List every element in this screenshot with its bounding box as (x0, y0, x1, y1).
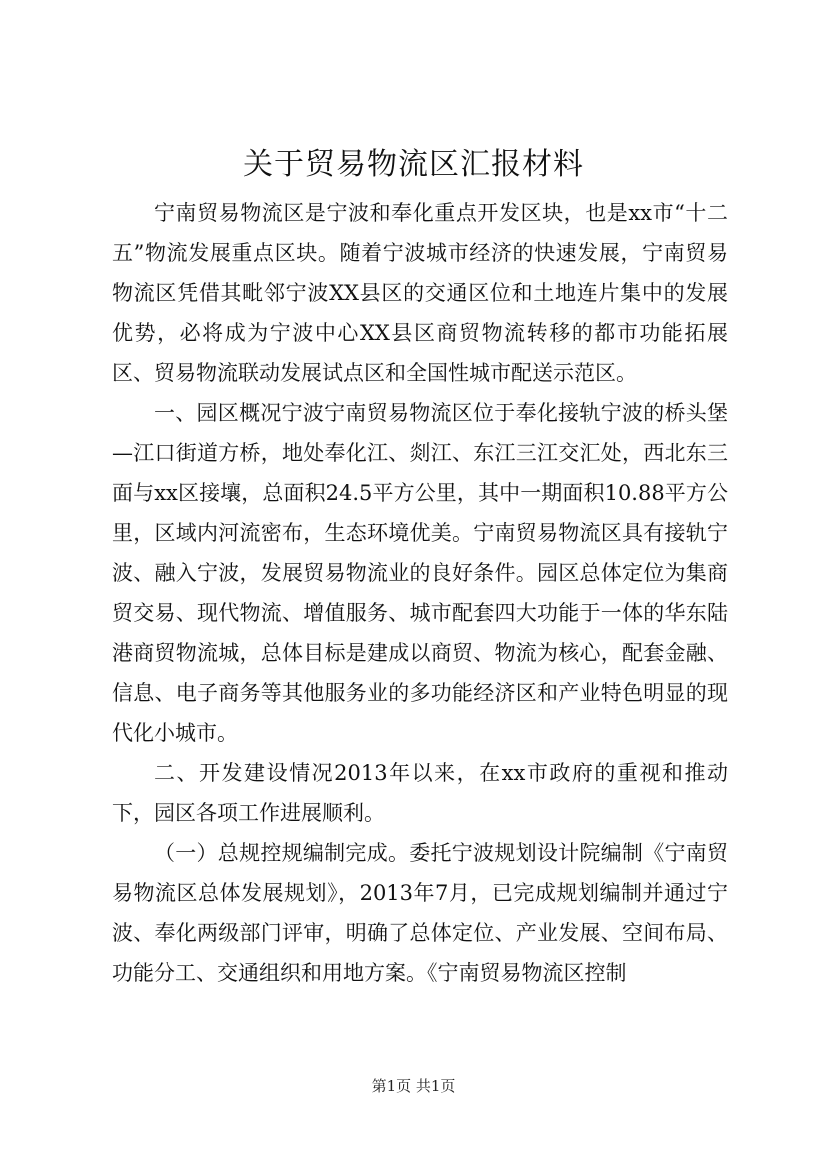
paragraph-planning: （一）总规控规编制完成。委托宁波规划设计院编制《宁南贸易物流区总体发展规划》，2013年7月，已完成规划编制并通过宁波、奉化两级部门评审，明确了总体定位、产业发展、空间布局、功能分工、交通组织和用地方案。《宁南贸易物流区控制 (112, 841, 728, 985)
paragraph-overview: 一、园区概况宁波宁南贸易物流区位于奉化接轨宁波的桥头堡—江口街道方桥，地处奉化江、剡江、东江三江交汇处，西北东三面与xx区接壤，总面积24.5平方公里，其中一期面积10.88平方公里，区域内河流密布，生态环境优美。宁南贸易物流区具有接轨宁波、融入宁波，发展贸易物流业的良好条件。园区总体定位为集商贸交易、现代物流、增值服务、城市配套四大功能于一体的华东陆港商贸物流城，总体目标是建成以商贸、物流为核心，配套金融、信息、电子商务等其他服务业的多功能经济区和产业特色明显的现代化小城市。 (112, 401, 728, 745)
page-footer: 第1页 共1页 (371, 1077, 456, 1095)
document-body (112, 193, 728, 993)
paragraph-development: 二、开发建设情况2013年以来，在xx市政府的重视和推动下，园区各项工作进展顺利。 (112, 761, 728, 825)
document-title: 关于贸易物流区汇报材料 (243, 147, 584, 182)
paragraph-intro: 宁南贸易物流区是宁波和奉化重点开发区块，也是xx市“十二五”物流发展重点区块。随着宁波城市经济的快速发展，宁南贸易物流区凭借其毗邻宁波XX县区的交通区位和土地连片集中的发展优势，必将成为宁波中心XX县区商贸物流转移的都市功能拓展区、贸易物流联动发展试点区和全国性城市配送示范区。 (112, 201, 728, 385)
